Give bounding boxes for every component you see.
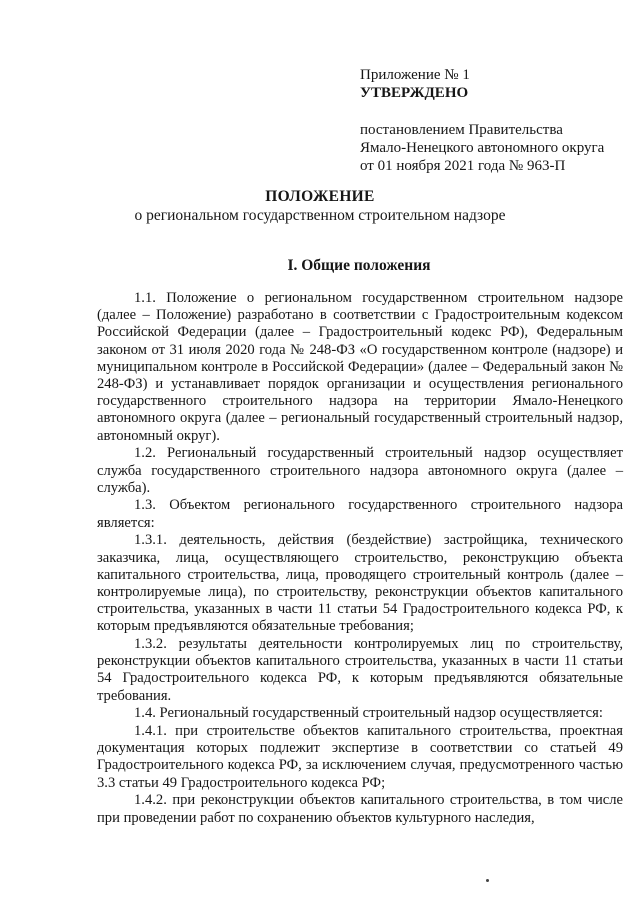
paragraph-1-3: 1.3. Объектом регионального государственного строительного надзора является: [97, 497, 623, 531]
paragraph-1-1: 1.1. Положение о региональном государственном строительном надзоре (далее – Положение) разработано в соответствии с Градостроительным кодексом Российской Федерации (далее – Градостроительный кодекс РФ), Федеральным законом от 31 июля 2020 года № 248-ФЗ «О государственном контроле (надзоре) и муниципальном контроле в Российской Федерации» (далее – Федеральный закон № 248-ФЗ) и устанавливает порядок организации и осуществления регионального государственного строительного надзора на территории Ямало-Ненецкого автономного округа (далее – региональный государственный строительный надзор, автономный округ). [97, 290, 623, 444]
section-heading: I. Общие положения [287, 257, 431, 274]
paragraph-1-2: 1.2. Региональный государственный строительный надзор осуществляет служба государственного строительного надзора автономного округа (далее – служба). [97, 445, 623, 496]
decree-line: постановлением Правительства [360, 122, 563, 138]
paragraph-1-4-1: 1.4.1. при строительстве объектов капитального строительства, проектная документация которых подлежит экспертизе в соответствии со статьей 49 Градостроительного кодекса РФ, за исключением случая, предусмотренного частью 3.3 статьи 49 Градостроительного кодекса РФ; [97, 723, 623, 791]
scan-speck [486, 879, 489, 882]
approved-stamp: УТВЕРЖДЕНО [360, 85, 469, 101]
decree-line: Ямало-Ненецкого автономного округа [360, 140, 605, 156]
paragraph-1-3-2: 1.3.2. результаты деятельности контролируемых лиц по строительству, реконструкции объектов капитального строительства, указанных в части 11 статьи 54 Градостроительного кодекса РФ, к которым предъявляются обязательные требования. [97, 636, 623, 704]
paragraph-1-4-2: 1.4.2. при реконструкции объектов капитального строительства, в том числе при проведении работ по сохранению объектов культурного наследия, [97, 792, 623, 826]
approval-block [360, 66, 630, 175]
document-body [97, 290, 623, 827]
document-title [0, 187, 640, 225]
appendix-label: Приложение № 1 [360, 67, 470, 83]
title-subtitle: о региональном государственном строительном надзоре [134, 207, 506, 224]
decree-date: от 01 ноября 2021 года № 963-П [360, 158, 566, 174]
title-main: ПОЛОЖЕНИЕ [265, 188, 375, 205]
paragraph-1-3-1: 1.3.1. деятельность, действия (бездействие) застройщика, технического заказчика, лица, осуществляющего строительство, реконструкцию объекта капитального строительства, лица, проводящего строительный контроль (далее – контролируемые лица), по строительству, реконструкции объектов капитального строительства, указанных в части 11 статьи 54 Градостроительного кодекса РФ, к которым предъявляются обязательные требования; [97, 532, 623, 635]
paragraph-1-4: 1.4. Региональный государственный строительный надзор осуществляется: [134, 705, 603, 722]
